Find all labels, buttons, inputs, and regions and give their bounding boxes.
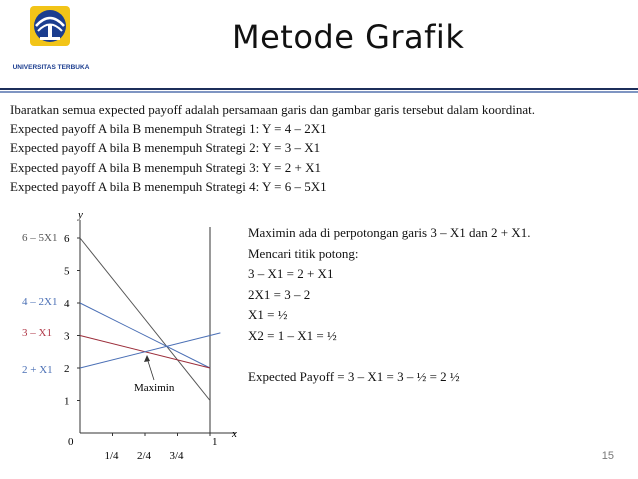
x-axis-label: x [232,428,237,440]
solution-text [248,223,530,387]
intro-line: Expected payoff A bila B menempuh Strategi 1: Y = 4 – 2X1 [10,121,327,137]
solution-line: 2X1 = 3 – 2 [248,286,311,302]
payoff-line [80,303,210,368]
y-tick-label: 6 [64,233,70,245]
y-tick-label: 3 [64,330,70,343]
logo-emblem-icon [28,4,72,62]
intro-line: Expected payoff A bila B menempuh Strategi 4: Y = 6 – 5X1 [10,178,327,194]
payoff-line-extension [210,333,220,336]
solution-line: 3 – X1 = 2 + X1 [248,266,334,281]
y-tick-label: 1 [64,395,70,408]
x-tick-label: 1 [212,436,218,448]
line-label-6-5x1: 6 – 5X1 [22,232,58,244]
line-label-4-2x1: 4 – 2X1 [22,296,58,308]
solution-line [248,346,530,367]
intro-line: Expected payoff A bila B menempuh Strategi 3: Y = 2 + X1 [10,159,321,175]
origin-label: 0 [68,436,74,448]
solution-line: X1 = ½ [248,307,288,322]
y-tick-label: 2 [64,363,70,375]
solution-line: Mencari titik potong: [248,245,359,261]
solution-line: Maximin ada di perpotongan garis 3 – X1 dan 2 + X1. [248,225,531,240]
page-number: 15 [601,450,614,462]
x-tick-label: 3/4 [169,450,184,460]
y-axis-label: y [78,209,83,221]
payoff-line [80,238,210,401]
line-label-3-x1: 3 – X1 [22,327,52,339]
maximin-arrowhead-icon [144,355,150,362]
solution-line: X2 = 1 – X1 = ½ [248,327,337,343]
university-logo [6,4,90,80]
y-tick-label: 5 [64,265,70,278]
line-label-2-x1: 2 + X1 [22,364,53,376]
title-divider [0,88,638,90]
logo-text: UNIVERSITAS TERBUKA [12,64,90,71]
intro-line: Ibaratkan semua expected payoff adalah persamaan garis dan gambar garis tersebut dalam koordinat. [10,102,535,117]
solution-line: Expected Payoff = 3 – X1 = 3 – ½ = 2 ½ [248,368,460,384]
x-tick-label: 2/4 [137,450,152,460]
title-divider-accent [0,91,638,93]
intro-line: Expected payoff A bila B menempuh Strategi 2: Y = 3 – X1 [10,140,321,156]
maximin-label: Maximin [134,382,175,394]
intro-text [10,100,630,196]
y-tick-label: 4 [64,298,70,310]
x-tick-label: 1/4 [104,450,119,460]
slide-title: Metode Grafik [232,18,465,56]
payoff-graph [0,205,245,460]
